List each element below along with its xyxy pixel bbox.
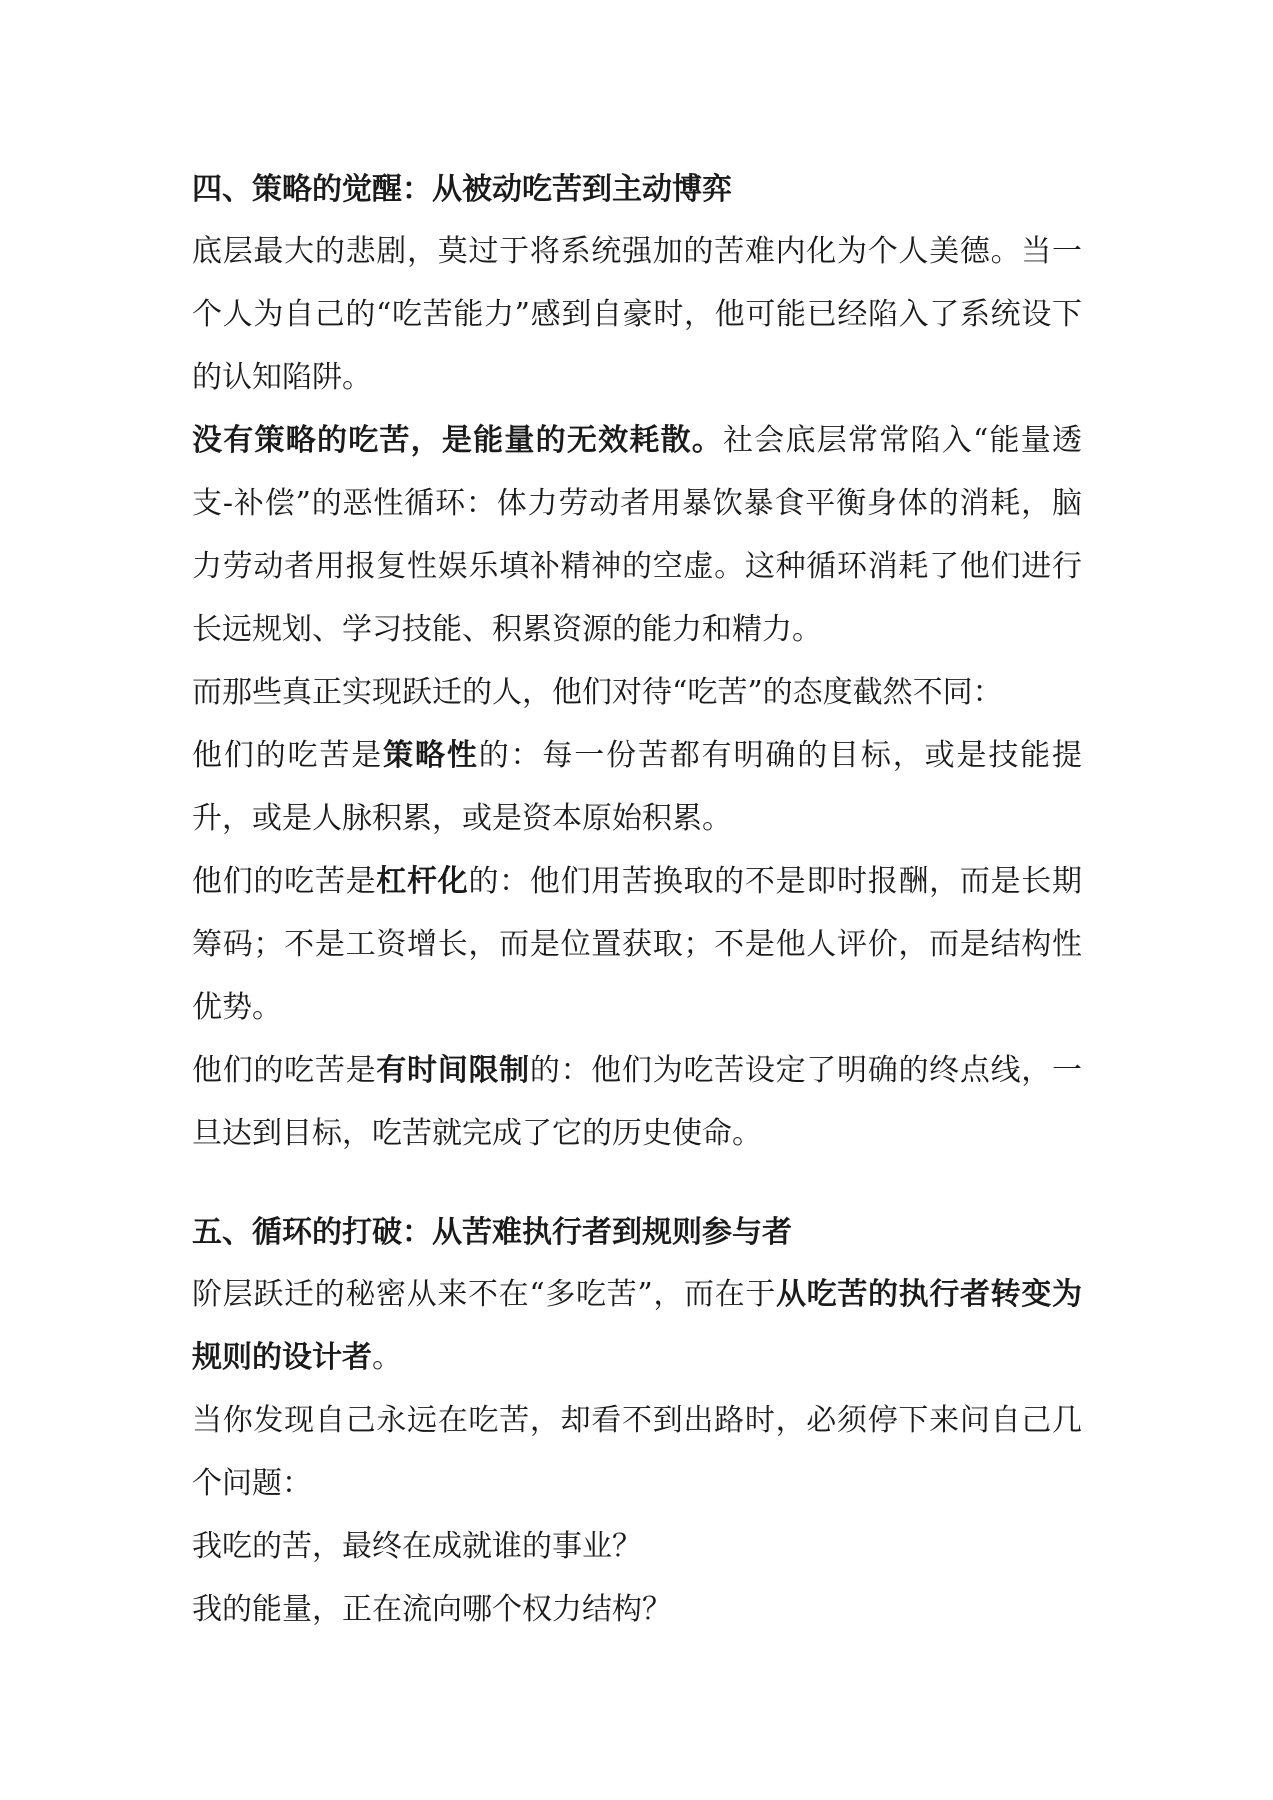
question-2: 我的能量，正在流向哪个权力结构？ bbox=[192, 1592, 672, 1627]
paragraph-text: 。 bbox=[372, 1340, 402, 1375]
section-5-heading: 五、循环的打破：从苦难执行者到规则参与者 bbox=[192, 1215, 792, 1250]
section-5-paragraph-2: 当你发现自己永远在吃苦，却看不到出路时，必须停下来问自己几个问题： bbox=[192, 1403, 1082, 1501]
bold-statement: 没有策略的吃苦，是能量的无效耗散。 bbox=[192, 423, 724, 458]
paragraph-text: 的：他们为吃苦设定了明确的终点线，一旦达到目标，吃苦就完成了它的历史使命。 bbox=[192, 1053, 1083, 1151]
section-4-paragraph-1: 底层最大的悲剧，莫过于将系统强加的苦难内化为个人美德。当一个人为自己的“吃苦能力”感到自豪时，他可能已经陷入了系统设下的认知陷阱。 bbox=[192, 234, 1082, 395]
paragraph-text: 他们的吃苦是 bbox=[192, 864, 377, 899]
bold-term: 有时间限制 bbox=[376, 1053, 530, 1088]
section-4-paragraph-2 bbox=[192, 409, 1082, 661]
section-4-heading: 四、策略的觉醒：从被动吃苦到主动博弈 bbox=[192, 172, 732, 207]
paragraph-text: 阶层跃迁的秘密从来不在“多吃苦”，而在于 bbox=[192, 1277, 776, 1312]
section-5-paragraph-1 bbox=[192, 1263, 1082, 1389]
paragraph-text: 的：每一份苦都有明确的目标，或是技能提升，或是人脉积累，或是资本原始积累。 bbox=[192, 738, 1083, 836]
section-4-paragraph-5 bbox=[192, 850, 1082, 1039]
paragraph-text: 他们的吃苦是 bbox=[192, 1053, 377, 1088]
paragraph-text: 社会底层常常陷入“能量透支-补偿”的恶性循环：体力劳动者用暴饮暴食平衡身体的消耗，脑力劳动者用报复性娱乐填补精神的空虚。这种循环消耗了他们进行长远规划、学习技能、积累资源的能力和精力。 bbox=[192, 423, 1082, 647]
question-1: 我吃的苦，最终在成就谁的事业？ bbox=[192, 1529, 642, 1564]
paragraph-text: 的：他们用苦换取的不是即时报酬，而是长期筹码；不是工资增长，而是位置获取；不是他人评价，而是结构性优势。 bbox=[192, 864, 1083, 1025]
section-spacer bbox=[192, 1165, 1082, 1203]
bold-statement: 从吃苦的执行者转变为规则的设计者 bbox=[192, 1277, 1082, 1375]
section-4-paragraph-6 bbox=[192, 1039, 1082, 1165]
section-4-paragraph-3: 而那些真正实现跃迁的人，他们对待“吃苦”的态度截然不同： bbox=[192, 675, 1003, 710]
bold-term: 杠杆化 bbox=[376, 864, 469, 899]
section-4-paragraph-4 bbox=[192, 724, 1082, 850]
document-body bbox=[192, 160, 1082, 1641]
bold-term: 策略性 bbox=[383, 738, 479, 773]
paragraph-text: 他们的吃苦是 bbox=[192, 738, 384, 773]
